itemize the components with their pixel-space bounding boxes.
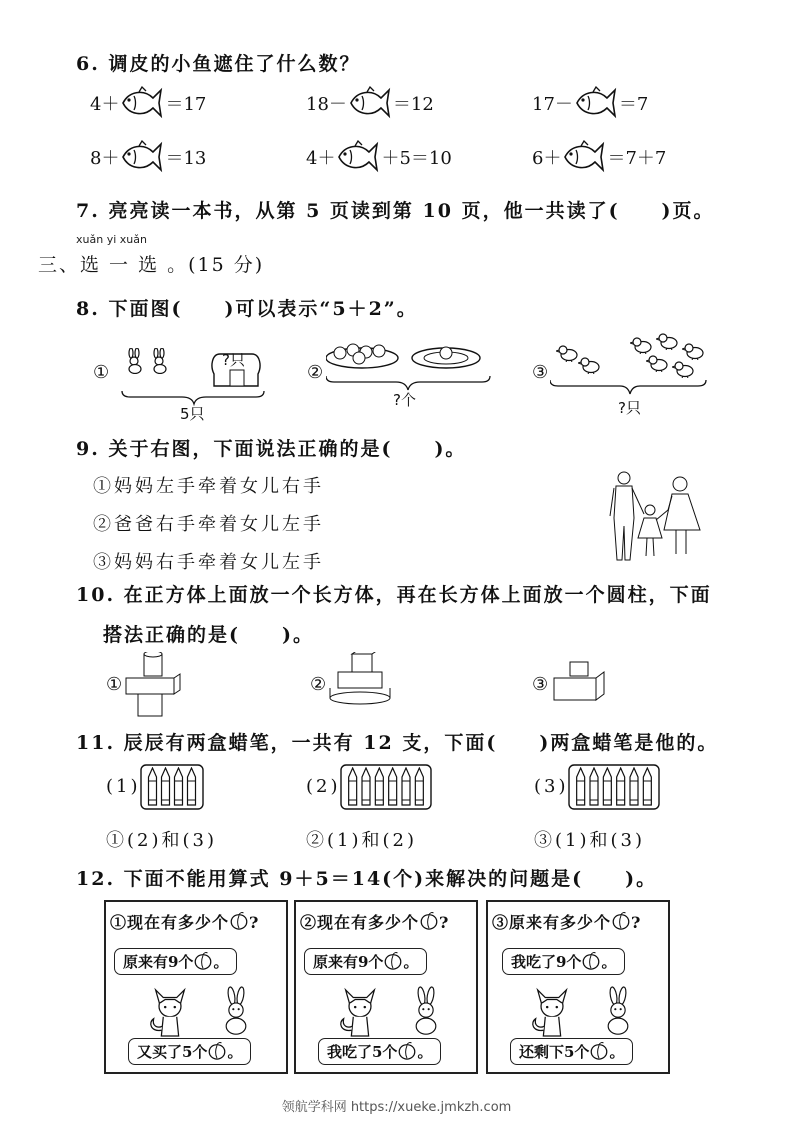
peach-icon <box>611 912 631 930</box>
q6-eq-2: 18－ ＝12 <box>306 86 434 120</box>
crayon-box-outline <box>568 764 660 810</box>
q12-panel-2[interactable] <box>294 900 478 1074</box>
fox-icon <box>146 982 194 1040</box>
crayon-icon <box>349 768 357 805</box>
panel-top-bubble: 原来有9个 。 <box>304 948 427 975</box>
peach-icon <box>229 912 249 930</box>
q6-eq-3: 17－ ＝7 <box>532 86 648 120</box>
panel-bottom-bubble: 我吃了5个 。 <box>318 1038 441 1065</box>
q8-option-1-label[interactable]: ① <box>93 362 113 383</box>
q9-text: 9. 关于右图，下面说法正确的是( )。 <box>76 438 467 460</box>
q11-box-3-label: (3) <box>534 776 569 797</box>
crayon-icon <box>415 768 423 805</box>
panel-title: ③原来有多少个 <box>492 913 612 932</box>
q11-answer-1[interactable]: ①(2)和(3) <box>106 830 217 851</box>
question-mark: ? <box>249 913 260 932</box>
crayon-icon <box>402 768 410 805</box>
crayon-icon <box>188 768 196 805</box>
crayon-box-outline <box>140 764 204 810</box>
crayon-icon <box>362 768 370 805</box>
crayon-icon <box>630 768 638 805</box>
fox-icon <box>528 982 576 1040</box>
fish-icon[interactable] <box>120 140 164 174</box>
crayon-box-1 <box>140 764 204 810</box>
section-pinyin: xuǎn yi xuǎn <box>76 233 147 246</box>
q10-line-2: 搭法正确的是( )。 <box>103 624 314 646</box>
q8-chicks-figure <box>550 330 710 396</box>
peach-icon <box>419 912 439 930</box>
crayon-icon <box>175 768 183 805</box>
peach-icon <box>207 1042 227 1060</box>
fish-icon[interactable] <box>348 86 392 120</box>
fish-icon[interactable] <box>336 140 380 174</box>
q8-option-3-label[interactable]: ③ <box>532 362 552 383</box>
q12-panel-1[interactable] <box>104 900 288 1074</box>
q10-stack-3 <box>552 660 612 704</box>
bunny-icon <box>600 986 636 1036</box>
q11-answer-3[interactable]: ③(1)和(3) <box>534 830 645 851</box>
q9-option-1[interactable]: ①妈妈左手牵着女儿右手 <box>93 476 324 497</box>
crayon-icon <box>617 768 625 805</box>
bunny-icon <box>408 986 444 1036</box>
panel-title: ②现在有多少个 <box>300 913 420 932</box>
q8-apples-plates-figure <box>326 336 494 392</box>
crayon-icon <box>603 768 611 805</box>
peach-icon <box>383 952 403 970</box>
panel-top-bubble: 原来有9个 。 <box>114 948 237 975</box>
q11-text: 11. 辰辰有两盒蜡笔，一共有 12 支，下面( )两盒蜡笔是他的。 <box>76 732 719 754</box>
q6-title: 6. 调皮的小鱼遮住了什么数？ <box>76 53 361 75</box>
crayon-icon <box>590 768 598 805</box>
peach-icon <box>397 1042 417 1060</box>
q6-eq-1: 4＋ ＝17 <box>90 86 206 120</box>
q6-eq-6: 6＋ ＝7＋7 <box>532 140 666 174</box>
peach-icon <box>589 1042 609 1060</box>
panel-title: ①现在有多少个 <box>110 913 230 932</box>
section-title: 三、选 一 选 。(15 分) <box>38 254 265 276</box>
crayon-icon <box>389 768 397 805</box>
q11-box-1-label: (1) <box>106 776 141 797</box>
q10-stack-2 <box>328 652 398 710</box>
fox-icon <box>336 982 384 1040</box>
q11-answer-2[interactable]: ②(1)和(2) <box>306 830 417 851</box>
q10-line-1: 10. 在正方体上面放一个长方体，再在长方体上面放一个圆柱，下面 <box>76 584 712 606</box>
crayon-box-3 <box>568 764 660 810</box>
question-mark: ? <box>631 913 642 932</box>
q12-panel-3[interactable] <box>486 900 670 1074</box>
panel-bottom-bubble: 还剩下5个 。 <box>510 1038 633 1065</box>
crayon-icon <box>577 768 585 805</box>
fish-icon[interactable] <box>574 86 618 120</box>
footer-watermark: 领航学科网 https://xueke.jmkzh.com <box>281 1100 512 1115</box>
q8-label-3: ?只 <box>618 399 641 417</box>
q6-eq-4: 8＋ ＝13 <box>90 140 206 174</box>
crayon-icon <box>162 768 170 805</box>
crayon-box-2 <box>340 764 432 810</box>
q10-stack-1 <box>124 652 184 718</box>
q8-house-label: ?只 <box>222 351 245 369</box>
panel-top-bubble: 我吃了9个 。 <box>502 948 625 975</box>
fish-icon[interactable] <box>562 140 606 174</box>
q7-text: 7. 亮亮读一本书，从第 5 页读到第 10 页，他一共读了( )页。 <box>76 200 715 222</box>
family-figure <box>606 470 706 562</box>
peach-icon <box>581 952 601 970</box>
q10-option-3-label[interactable]: ③ <box>532 674 552 695</box>
q9-option-2[interactable]: ②爸爸右手牵着女儿左手 <box>93 514 324 535</box>
question-mark: ? <box>439 913 450 932</box>
peach-icon <box>193 952 213 970</box>
q8-option-2-label[interactable]: ② <box>307 362 327 383</box>
q10-option-2-label[interactable]: ② <box>310 674 330 695</box>
fish-icon[interactable] <box>120 86 164 120</box>
crayon-icon <box>149 768 157 805</box>
panel-bottom-bubble: 又买了5个 。 <box>128 1038 251 1065</box>
q8-label-1: 5只 <box>180 405 205 423</box>
crayon-icon <box>375 768 383 805</box>
crayon-icon <box>643 768 651 805</box>
q6-eq-5: 4＋ ＋5＝10 <box>306 140 452 174</box>
q8-label-2: ?个 <box>393 391 416 409</box>
bunny-icon <box>218 986 254 1036</box>
crayon-box-outline <box>340 764 432 810</box>
q10-option-1-label[interactable]: ① <box>106 674 126 695</box>
q9-option-3[interactable]: ③妈妈右手牵着女儿左手 <box>93 552 324 573</box>
q11-box-2-label: (2) <box>306 776 341 797</box>
q12-text: 12. 下面不能用算式 9＋5＝14(个)来解决的问题是( )。 <box>76 868 658 890</box>
q8-text: 8. 下面图( )可以表示“5＋2”。 <box>76 298 418 320</box>
